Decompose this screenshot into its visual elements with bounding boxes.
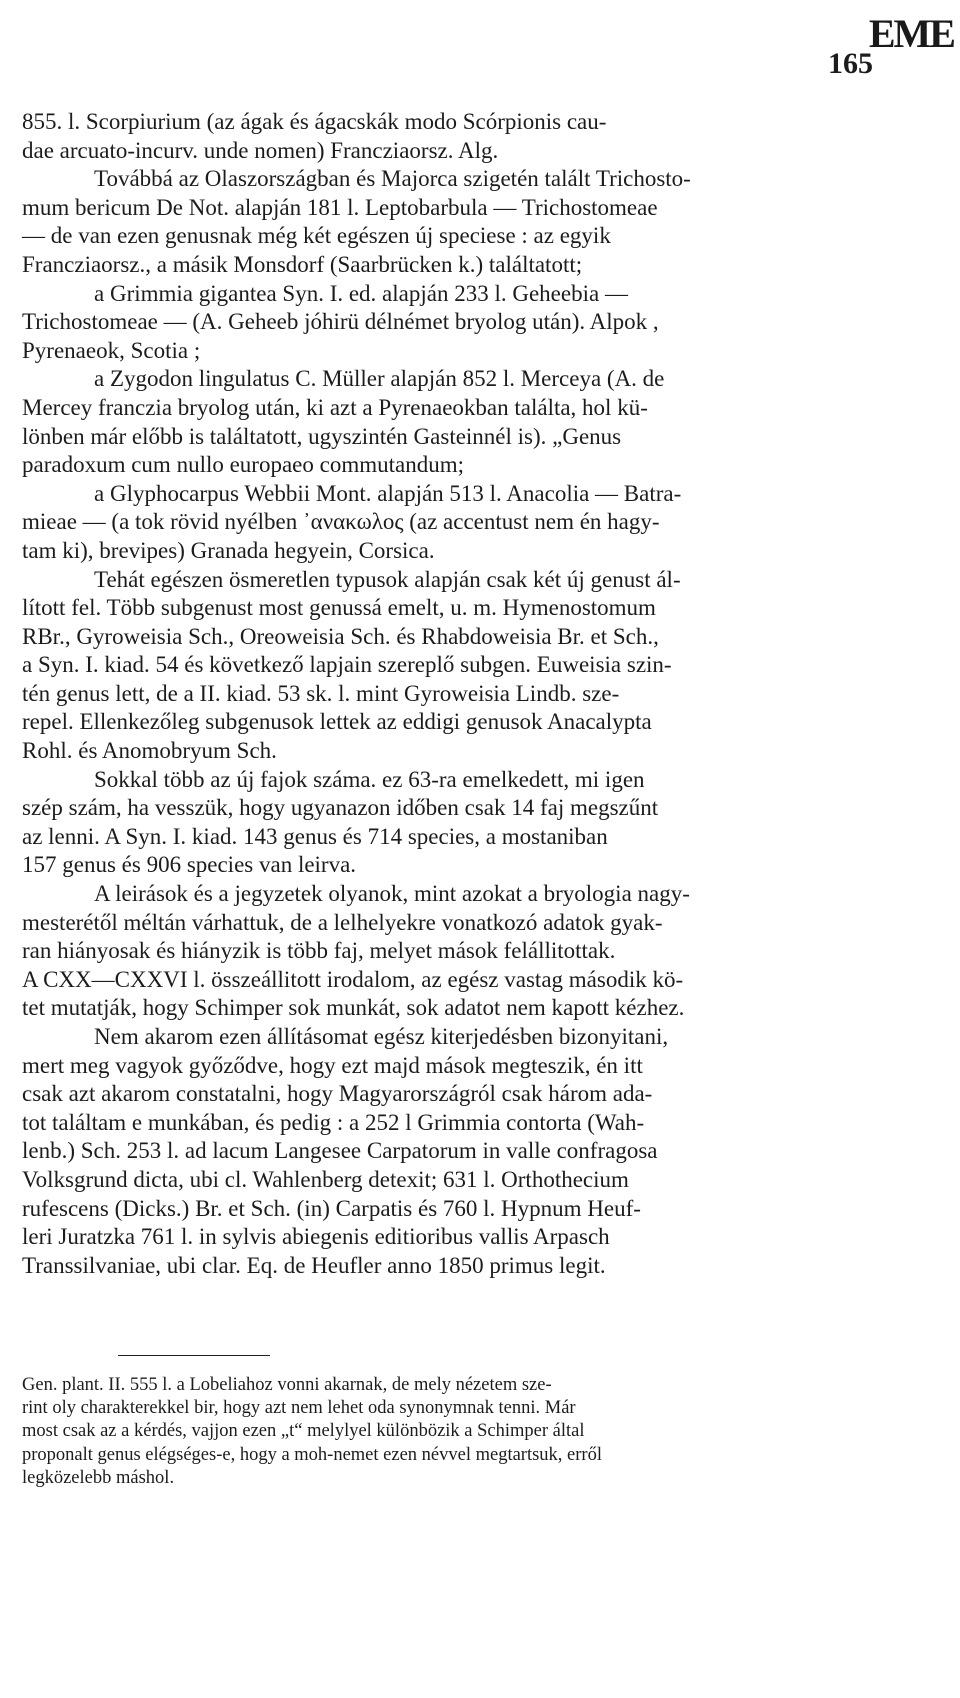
text-line: leri Juratzka 761 l. in sylvis abiegenis editioribus vallis Arpasch	[22, 1224, 610, 1250]
footnote-line: most csak az a kérdés, vajjon ezen „t“ melylyel különbözik a Schimper által	[22, 1421, 585, 1442]
footnote-line: legközelebb máshol.	[22, 1467, 175, 1488]
text-line: lított fel. Több subgenust most genussá emelt, u. m. Hymenostomum	[22, 595, 656, 621]
body-text	[22, 108, 894, 1280]
text-line: A leirások és a jegyzetek olyanok, mint azokat a bryologia nagy-	[94, 881, 690, 907]
text-line: repel. Ellenkezőleg subgenusok lettek az eddigi genusok Anacalypta	[22, 709, 652, 735]
text-line: lönben már előbb is találtatott, ugyszintén Gasteinnél is). „Genus	[22, 423, 622, 449]
publisher-logo: EME	[868, 11, 954, 56]
text-line: ran hiányosak és hiányzik is több faj, melyet mások felállitottak.	[22, 938, 616, 964]
text-line: Továbbá az Olaszországban és Majorca szigetén talált Trichosto-	[94, 166, 691, 192]
text-line: A CXX—CXXVI l. összeállitott irodalom, az egész vastag második kö-	[22, 966, 684, 992]
text-line: Mercey franczia bryolog után, ki azt a Pyrenaeokban találta, hol kü-	[22, 394, 648, 420]
page-number: 165	[828, 47, 873, 80]
text-line: a Zygodon lingulatus C. Müller alapján 852 l. Merceya (A. de	[94, 366, 665, 392]
text-line: szép szám, ha vesszük, hogy ugyanazon időben csak 14 faj megszűnt	[22, 795, 659, 821]
text-line: lenb.) Sch. 253 l. ad lacum Langesee Carpatorum in valle confragosa	[22, 1138, 658, 1164]
footnote	[22, 1374, 894, 1490]
text-line: dae arcuato-incurv. unde nomen) Francziaorsz. Alg.	[22, 137, 499, 163]
text-line: tam ki), brevipes) Granada hegyein, Corsica.	[22, 537, 435, 563]
text-line: az lenni. A Syn. I. kiad. 143 genus és 714 species, a mostaniban	[22, 823, 608, 849]
text-line: RBr., Gyroweisia Sch., Oreoweisia Sch. és Rhabdoweisia Br. et Sch.,	[22, 623, 659, 649]
text-line: Tehát egészen ösmeretlen typusok alapján csak két új genust ál-	[94, 566, 681, 592]
text-line: 855. l. Scorpiurium (az ágak és ágacskák modo Scórpionis cau-	[22, 109, 607, 134]
text-line: mert meg vagyok győződve, hogy ezt majd mások megteszik, én itt	[22, 1052, 643, 1078]
text-line: a Glyphocarpus Webbii Mont. alapján 513 l. Anacolia — Batra-	[94, 480, 682, 506]
text-line: mieae — (a tok rövid nyélben ᾽ανακωλος (az accentust nem én hagy-	[22, 509, 660, 535]
text-line: Francziaorsz., a másik Monsdorf (Saarbrücken k.) találtatott;	[22, 251, 583, 277]
text-line: Sokkal több az új fajok száma. ez 63-ra emelkedett, mi igen	[94, 766, 645, 792]
text-line: a Grimmia gigantea Syn. I. ed. alapján 233 l. Geheebia —	[94, 280, 628, 306]
text-line: mesterétől méltán várhattuk, de a lelhelyekre vonatkozó adatok gyak-	[22, 909, 663, 935]
text-line: Rohl. és Anomobryum Sch.	[22, 738, 277, 764]
footnote-line: Gen. plant. II. 555 l. a Lobeliahoz vonni akarnak, de mely nézetem sze-	[22, 1375, 552, 1395]
text-line: 157 genus és 906 species van leirva.	[22, 852, 357, 878]
text-line: Pyrenaeok, Scotia ;	[22, 337, 201, 363]
text-line: a Syn. I. kiad. 54 és következő lapjain szereplő subgen. Euweisia szin-	[22, 652, 672, 678]
text-line: Trichostomeae — (A. Geheeb jóhirü délnémet bryolog után). Alpok ,	[22, 309, 659, 335]
text-line: mum bericum De Not. alapján 181 l. Leptobarbula — Trichostomeae	[22, 194, 658, 220]
text-line: tot találtam e munkában, és pedig : a 252 l Grimmia contorta (Wah-	[22, 1109, 645, 1135]
text-line: Volksgrund dicta, ubi cl. Wahlenberg detexit; 631 l. Orthothecium	[22, 1166, 629, 1192]
footnote-divider	[118, 1355, 270, 1356]
footnote-line: proponalt genus elégséges-e, hogy a moh-nemet ezen névvel megtartsuk, erről	[22, 1444, 602, 1465]
text-line: tén genus lett, de a II. kiad. 53 sk. l. mint Gyroweisia Lindb. sze-	[22, 680, 620, 706]
text-line: paradoxum cum nullo europaeo commutandum;	[22, 452, 464, 478]
footnote-line: rint oly charakterekkel bir, hogy azt nem lehet oda synonymnak tenni. Már	[22, 1398, 576, 1419]
text-line: csak azt akarom constatalni, hogy Magyarországról csak három ada-	[22, 1081, 653, 1107]
text-line: tet mutatják, hogy Schimper sok munkát, sok adatot nem kapott kézhez.	[22, 995, 685, 1021]
text-line: Nem akarom ezen állításomat egész kiterjedésben bizonyitani,	[94, 1024, 669, 1049]
text-line: Transsilvaniae, ubi clar. Eq. de Heufler anno 1850 primus legit.	[22, 1252, 606, 1278]
text-line: rufescens (Dicks.) Br. et Sch. (in) Carpatis és 760 l. Hypnum Heuf-	[22, 1195, 641, 1221]
text-line: — de van ezen genusnak még két egészen új speciese : az egyik	[22, 223, 611, 249]
